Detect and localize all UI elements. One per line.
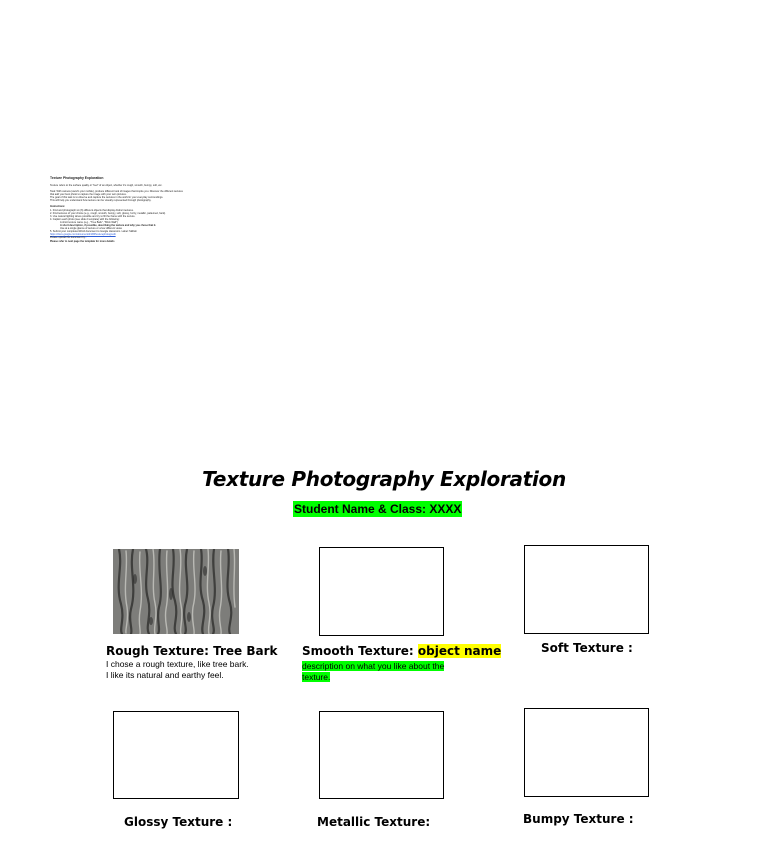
instruction-step: A short description, if possible, describing the texture and why you chose that it.: [60, 224, 157, 228]
caption-glossy-texture: Glossy Texture :: [124, 815, 233, 829]
instruction-page: [50, 176, 183, 243]
tree-bark-photo: [113, 549, 239, 634]
photo-placeholder-metallic[interactable]: [319, 711, 444, 799]
submission-link[interactable]: https://docs.google.com/document/d/1BPtexturephotog/edit: [50, 233, 116, 237]
instruction-step: 2. Find textures of your choice (e.g., rough, smooth, bumpy, soft, glossy, fuzzy, metallic, patterned, hard).: [50, 211, 166, 215]
task-line: This will help you understand how texture can be visually represented through photography.: [50, 199, 152, 203]
caption-rough-texture: Rough Texture: Tree Bark: [106, 644, 278, 658]
object-name-placeholder[interactable]: object name: [417, 644, 502, 658]
instruction-intro: Texture refers to the surface quality or "feel" of an object, whether it's rough, smooth, bumpy, soft, etc.: [50, 184, 163, 187]
due-note: Please upload the document by...: [50, 236, 87, 240]
instruction-step: 4. Caption each photo (see slide 2 template) with the following:: [50, 217, 120, 221]
photo-placeholder-soft[interactable]: [524, 545, 649, 634]
caption-bumpy-texture: Bumpy Texture :: [523, 812, 634, 826]
task-line: Task: With camera (own/in your mobile), produce different look of images that inspire you. Discover the different textures: [50, 190, 183, 194]
description-placeholder[interactable]: texture.: [302, 672, 331, 682]
photo-placeholder-smooth[interactable]: [319, 547, 444, 636]
footer-note: Please refer to next page the template for more details: [50, 239, 115, 243]
caption-soft-texture: Soft Texture :: [541, 641, 633, 655]
description-smooth-texture: [302, 661, 444, 683]
task-line: The goal of this task is to observe and capture the textures in the world in your everyday surroundings.: [50, 196, 164, 200]
description-rough-texture: [106, 659, 249, 681]
caption-metallic-texture: Metallic Texture:: [317, 815, 431, 829]
page-title: Texture Photography Exploration: [202, 467, 566, 491]
task-line: that add your best photo to capture the image with your own pictures.: [50, 193, 127, 197]
caption-smooth-label: Smooth Texture:: [302, 644, 418, 658]
description-line: I chose a rough texture, like tree bark.: [106, 659, 249, 669]
student-name-field[interactable]: Student Name & Class: XXXX: [294, 502, 462, 516]
photo-placeholder-glossy[interactable]: [113, 711, 239, 799]
instruction-step: Use at a single glance of texture or a few different views: [60, 227, 122, 231]
instruction-title: Texture Photography Exploration: [50, 176, 104, 180]
caption-smooth-texture: [302, 644, 501, 658]
instruction-step: 1. Find and photograph six (6) different objects that display distinct textures.: [50, 208, 134, 212]
photo-placeholder-bumpy[interactable]: [524, 708, 649, 797]
instruction-step: A short texture name (e.g., "Tree Bark", "Brick Wall"): [60, 220, 118, 224]
instructions-heading: Instructions:: [50, 205, 66, 209]
instruction-step: 3. Use natural lighting where possible and try to fill the frame with the texture.: [50, 214, 136, 218]
description-placeholder[interactable]: description on what you like about the: [302, 661, 445, 671]
instruction-step: 5. Submit your completed Word document to Google classroom. Label: Skillsin: [50, 230, 137, 234]
description-line: I like its natural and earthy feel.: [106, 670, 224, 680]
